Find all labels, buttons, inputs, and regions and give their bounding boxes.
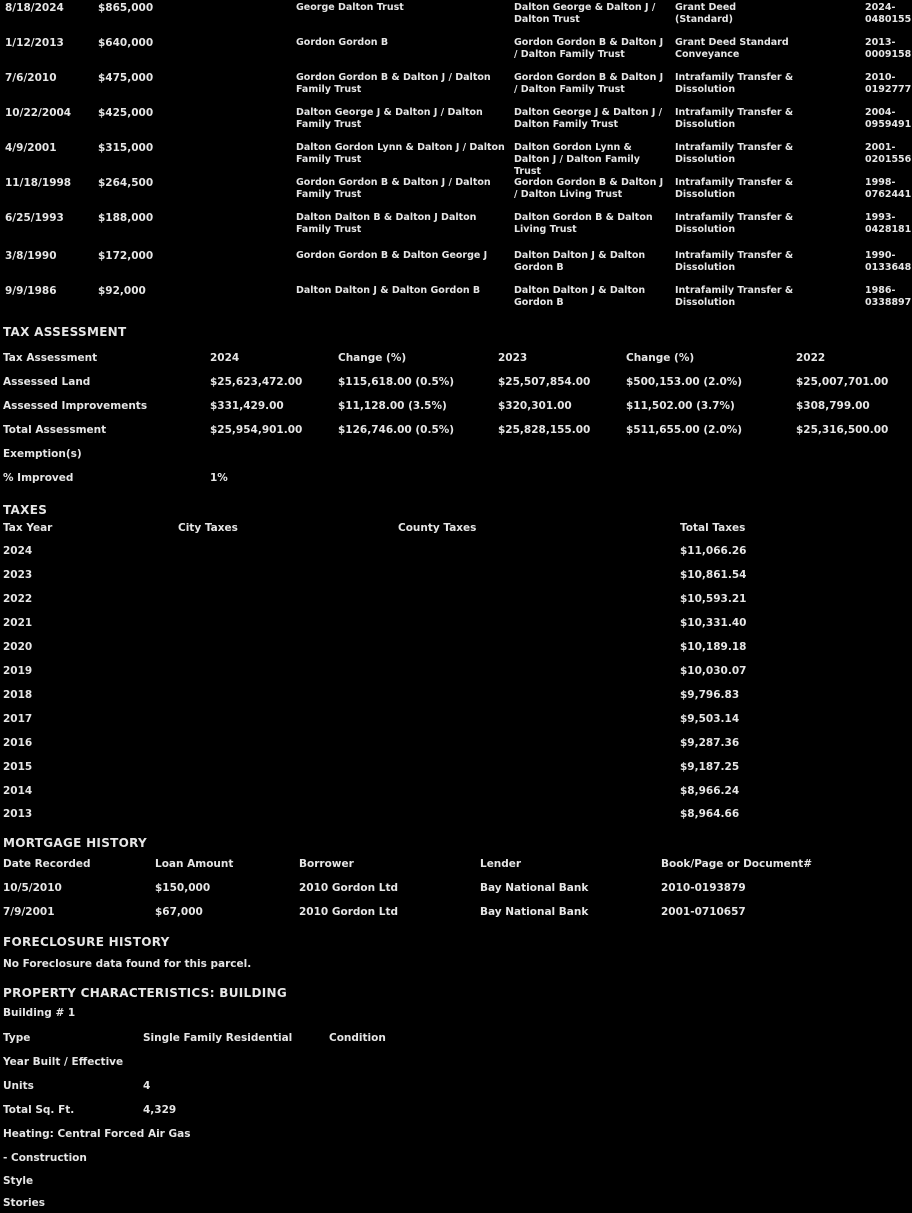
total-taxes: $10,861.54 bbox=[680, 569, 747, 581]
sale-date: 11/18/1998 bbox=[5, 177, 72, 189]
table-row bbox=[3, 142, 912, 177]
table-row bbox=[3, 545, 912, 569]
heating-label: Heating: Central Forced Air Gas bbox=[3, 1128, 191, 1140]
sale-buyer: Gordon Gordon B & Dalton George J bbox=[296, 250, 488, 261]
tax-year: 2024 bbox=[3, 545, 33, 557]
sale-price: $425,000 bbox=[98, 107, 154, 119]
sale-seller: Dalton George & Dalton J / Dalton Trust bbox=[514, 2, 656, 25]
total-taxes: $8,964.66 bbox=[680, 808, 740, 820]
row-label: Assessed Improvements bbox=[3, 400, 148, 412]
table-row bbox=[3, 808, 912, 832]
sale-seller: Dalton Gordon B & Dalton Living Trust bbox=[514, 212, 653, 235]
row-label: Total Assessment bbox=[3, 424, 107, 436]
total-taxes: $10,189.18 bbox=[680, 641, 747, 653]
tax-year: 2021 bbox=[3, 617, 33, 629]
table-row bbox=[3, 2, 912, 26]
type-value: Single Family Residential bbox=[143, 1032, 293, 1044]
sale-doc-number: 1990-0133648 bbox=[865, 250, 912, 273]
sale-doc-type: Intrafamily Transfer & Dissolution bbox=[675, 212, 794, 235]
sale-buyer: Gordon Gordon B & Dalton J / Dalton Family Trust bbox=[296, 72, 491, 95]
sale-buyer: George Dalton Trust bbox=[296, 2, 404, 13]
tax-year: 2014 bbox=[3, 785, 33, 797]
tax-year: 2013 bbox=[3, 808, 33, 820]
units-value: 4 bbox=[143, 1080, 151, 1092]
sale-date: 4/9/2001 bbox=[5, 142, 57, 154]
cell-value: $11,128.00 (3.5%) bbox=[338, 400, 447, 412]
column-header: Total Taxes bbox=[680, 522, 746, 534]
mortgage-document: 2010-0193879 bbox=[661, 882, 746, 894]
sale-doc-number: 1986-0338897 bbox=[865, 285, 912, 308]
table-row bbox=[3, 107, 912, 131]
sale-price: $172,000 bbox=[98, 250, 154, 262]
sale-seller: Dalton Dalton J & Dalton Gordon B bbox=[514, 250, 646, 273]
mortgage-borrower: 2010 Gordon Ltd bbox=[299, 906, 398, 918]
table-row bbox=[3, 713, 912, 737]
table-row bbox=[3, 177, 912, 201]
column-header: Date Recorded bbox=[3, 858, 91, 870]
row-label: Assessed Land bbox=[3, 376, 91, 388]
sale-seller: Dalton Dalton J & Dalton Gordon B bbox=[514, 285, 646, 308]
total-taxes: $9,796.83 bbox=[680, 689, 740, 701]
sale-doc-number: 2024-0480155 bbox=[865, 2, 912, 25]
column-header: Tax Assessment bbox=[3, 352, 98, 364]
tax-assessment-table bbox=[3, 350, 912, 490]
table-row bbox=[3, 906, 912, 930]
sale-buyer: Dalton Dalton B & Dalton J Dalton Family Trust bbox=[296, 212, 477, 235]
column-header: Loan Amount bbox=[155, 858, 234, 870]
total-taxes: $8,966.24 bbox=[680, 785, 740, 797]
mortgage-date: 10/5/2010 bbox=[3, 882, 62, 894]
sale-buyer: Gordon Gordon B & Dalton J / Dalton Family Trust bbox=[296, 177, 491, 200]
cell-value: $25,007,701.00 bbox=[796, 376, 889, 388]
table-row bbox=[3, 376, 912, 400]
column-header: Tax Year bbox=[3, 522, 53, 534]
cell-value: $500,153.00 (2.0%) bbox=[626, 376, 743, 388]
mortgage-lender: Bay National Bank bbox=[480, 882, 589, 894]
sale-doc-number: 2013-0009158 bbox=[865, 37, 912, 60]
table-header-row bbox=[3, 522, 912, 546]
table-row bbox=[3, 250, 912, 274]
mortgage-borrower: 2010 Gordon Ltd bbox=[299, 882, 398, 894]
sale-doc-number: 1998-0762441 bbox=[865, 177, 912, 200]
sale-buyer: Dalton George J & Dalton J / Dalton Family Trust bbox=[296, 107, 483, 130]
sale-buyer: Dalton Dalton J & Dalton Gordon B bbox=[296, 285, 481, 296]
tax-year: 2015 bbox=[3, 761, 33, 773]
cell-value: $308,799.00 bbox=[796, 400, 870, 412]
total-taxes: $10,030.07 bbox=[680, 665, 747, 677]
column-header: 2024 bbox=[210, 352, 240, 364]
table-row bbox=[3, 641, 912, 665]
table-header-row bbox=[3, 352, 912, 376]
sale-date: 8/18/2024 bbox=[5, 2, 64, 14]
sale-doc-type: Intrafamily Transfer & Dissolution bbox=[675, 250, 794, 273]
cell-value: $11,502.00 (3.7%) bbox=[626, 400, 735, 412]
sale-doc-number: 1993-0428181 bbox=[865, 212, 912, 235]
column-header: Change (%) bbox=[338, 352, 407, 364]
sale-seller: Dalton George J & Dalton J / Dalton Family Trust bbox=[514, 107, 663, 130]
sale-date: 7/6/2010 bbox=[5, 72, 57, 84]
total-taxes: $10,331.40 bbox=[680, 617, 747, 629]
sale-price: $264,500 bbox=[98, 177, 154, 189]
table-row bbox=[3, 448, 912, 472]
sale-date: 10/22/2004 bbox=[5, 107, 72, 119]
building-number: Building # 1 bbox=[3, 1007, 76, 1019]
cell-value: $25,623,472.00 bbox=[210, 376, 303, 388]
foreclosure-note: No Foreclosure data found for this parcel. bbox=[3, 958, 252, 970]
table-row bbox=[3, 665, 912, 689]
mortgage-date: 7/9/2001 bbox=[3, 906, 55, 918]
mortgage-amount: $67,000 bbox=[155, 906, 203, 918]
table-row bbox=[3, 212, 912, 236]
column-header: City Taxes bbox=[178, 522, 238, 534]
cell-value: $25,954,901.00 bbox=[210, 424, 303, 436]
tax-year: 2017 bbox=[3, 713, 33, 725]
total-taxes: $9,287.36 bbox=[680, 737, 740, 749]
mortgage-document: 2001-0710657 bbox=[661, 906, 746, 918]
table-row bbox=[3, 593, 912, 617]
sale-price: $475,000 bbox=[98, 72, 154, 84]
sale-seller: Gordon Gordon B & Dalton J / Dalton Family Trust bbox=[514, 72, 664, 95]
type-label: Type bbox=[3, 1032, 31, 1044]
table-row bbox=[3, 72, 912, 96]
total-taxes: $9,187.25 bbox=[680, 761, 740, 773]
tax-year: 2022 bbox=[3, 593, 33, 605]
year-built-label: Year Built / Effective bbox=[3, 1056, 124, 1068]
sale-doc-number: 2001-0201556 bbox=[865, 142, 912, 165]
total-sqft-label: Total Sq. Ft. bbox=[3, 1104, 75, 1116]
table-header-row bbox=[3, 858, 912, 882]
sale-doc-number: 2010-0192777 bbox=[865, 72, 912, 95]
type-extra: Condition bbox=[329, 1032, 386, 1044]
stories-label: Stories bbox=[3, 1197, 45, 1209]
sale-seller: Gordon Gordon B & Dalton J / Dalton Living Trust bbox=[514, 177, 664, 200]
table-row bbox=[3, 472, 912, 496]
table-row bbox=[3, 617, 912, 641]
mortgage-history-heading: MORTGAGE HISTORY bbox=[3, 836, 148, 850]
table-row bbox=[3, 689, 912, 713]
total-taxes: $10,593.21 bbox=[680, 593, 747, 605]
style-label: Style bbox=[3, 1175, 34, 1187]
cell-value: $320,301.00 bbox=[498, 400, 572, 412]
mortgage-lender: Bay National Bank bbox=[480, 906, 589, 918]
construction-label: - Construction bbox=[3, 1152, 87, 1164]
sale-price: $865,000 bbox=[98, 2, 154, 14]
table-row bbox=[3, 882, 912, 906]
cell-value: $126,746.00 (0.5%) bbox=[338, 424, 455, 436]
sale-doc-type: Grant Deed (Standard) bbox=[675, 2, 737, 25]
table-row bbox=[3, 37, 912, 61]
table-row bbox=[3, 761, 912, 785]
sale-buyer: Dalton Gordon Lynn & Dalton J / Dalton Family Trust bbox=[296, 142, 505, 165]
sales-history-table bbox=[3, 0, 912, 320]
tax-year: 2019 bbox=[3, 665, 33, 677]
total-taxes: $9,503.14 bbox=[680, 713, 740, 725]
column-header: 2023 bbox=[498, 352, 528, 364]
units-label: Units bbox=[3, 1080, 34, 1092]
taxes-table bbox=[3, 520, 912, 820]
sale-doc-number: 2004-0959491 bbox=[865, 107, 912, 130]
cell-value: $511,655.00 (2.0%) bbox=[626, 424, 743, 436]
table-row bbox=[3, 285, 912, 309]
table-row bbox=[3, 737, 912, 761]
table-row bbox=[3, 424, 912, 448]
column-header: Borrower bbox=[299, 858, 354, 870]
sale-price: $188,000 bbox=[98, 212, 154, 224]
sale-price: $92,000 bbox=[98, 285, 146, 297]
tax-assessment-heading: TAX ASSESSMENT bbox=[3, 325, 127, 339]
column-header: Change (%) bbox=[626, 352, 695, 364]
mortgage-history-table bbox=[3, 856, 912, 926]
property-characteristics-heading: PROPERTY CHARACTERISTICS: BUILDING bbox=[3, 986, 288, 1000]
total-taxes: $11,066.26 bbox=[680, 545, 747, 557]
cell-value: $25,507,854.00 bbox=[498, 376, 591, 388]
sale-price: $640,000 bbox=[98, 37, 154, 49]
cell-value: $25,828,155.00 bbox=[498, 424, 591, 436]
improved-value: 1% bbox=[210, 472, 228, 484]
sale-doc-type: Intrafamily Transfer & Dissolution bbox=[675, 142, 794, 165]
total-sqft-value: 4,329 bbox=[143, 1104, 177, 1116]
tax-year: 2016 bbox=[3, 737, 33, 749]
tax-year: 2018 bbox=[3, 689, 33, 701]
sale-doc-type: Intrafamily Transfer & Dissolution bbox=[675, 177, 794, 200]
improved-label: % Improved bbox=[3, 472, 74, 484]
sale-price: $315,000 bbox=[98, 142, 154, 154]
column-header: 2022 bbox=[796, 352, 826, 364]
sale-doc-type: Intrafamily Transfer & Dissolution bbox=[675, 285, 794, 308]
sale-doc-type: Grant Deed Standard Conveyance bbox=[675, 37, 789, 60]
foreclosure-history-heading: FORECLOSURE HISTORY bbox=[3, 935, 170, 949]
mortgage-amount: $150,000 bbox=[155, 882, 211, 894]
sale-seller: Dalton Gordon Lynn & Dalton J / Dalton Family Trust bbox=[514, 142, 640, 177]
tax-year: 2020 bbox=[3, 641, 33, 653]
sale-seller: Gordon Gordon B & Dalton J / Dalton Family Trust bbox=[514, 37, 664, 60]
taxes-heading: TAXES bbox=[3, 503, 48, 517]
sale-doc-type: Intrafamily Transfer & Dissolution bbox=[675, 107, 794, 130]
column-header: Lender bbox=[480, 858, 522, 870]
sale-buyer: Gordon Gordon B bbox=[296, 37, 389, 48]
column-header: Book/Page or Document# bbox=[661, 858, 813, 870]
table-row bbox=[3, 400, 912, 424]
sale-date: 3/8/1990 bbox=[5, 250, 57, 262]
column-header: County Taxes bbox=[398, 522, 477, 534]
cell-value: $25,316,500.00 bbox=[796, 424, 889, 436]
table-row bbox=[3, 569, 912, 593]
table-row bbox=[3, 785, 912, 809]
tax-year: 2023 bbox=[3, 569, 33, 581]
cell-value: $115,618.00 (0.5%) bbox=[338, 376, 455, 388]
cell-value: $331,429.00 bbox=[210, 400, 284, 412]
sale-date: 1/12/2013 bbox=[5, 37, 64, 49]
sale-doc-type: Intrafamily Transfer & Dissolution bbox=[675, 72, 794, 95]
sale-date: 6/25/1993 bbox=[5, 212, 64, 224]
sale-date: 9/9/1986 bbox=[5, 285, 57, 297]
exemptions-label: Exemption(s) bbox=[3, 448, 82, 460]
